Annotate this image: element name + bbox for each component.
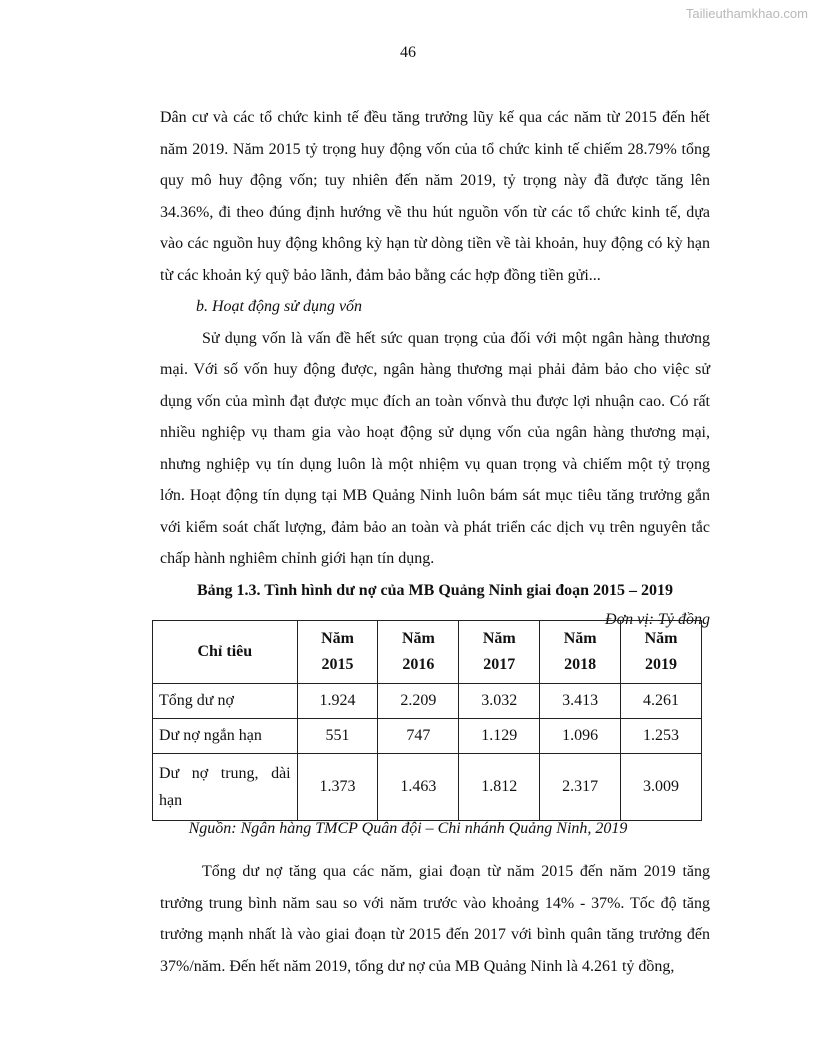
table-cell: 2.209	[378, 684, 459, 719]
table-cell: 1.812	[459, 754, 540, 821]
table-cell: 1.129	[459, 719, 540, 754]
table-title: Bảng 1.3. Tình hình dư nợ của MB Quảng Ninh giai đoạn 2015 – 2019	[196, 581, 674, 599]
table-cell: 551	[297, 719, 378, 754]
table-cell: 1.924	[297, 684, 378, 719]
header-year-2015: Năm 2015	[297, 621, 378, 684]
header-year-2016: Năm 2016	[378, 621, 459, 684]
header-year-2017: Năm 2017	[459, 621, 540, 684]
table-cell: 2.317	[540, 754, 621, 821]
watermark: Tailieuthamkhao.com	[685, 6, 808, 21]
page-number: 46	[400, 44, 416, 61]
table-header-row	[153, 621, 702, 684]
paragraph-1: Dân cư và các tổ chức kinh tế đều tăng trưởng lũy kế qua các năm từ 2015 đến hết năm 2019. Năm 2015 tỷ trọng huy động vốn của tổ chức kinh tế chiếm 28.79% tổng quy mô huy động vốn; tuy nhiên đến năm 2019, tỷ trọng này đã được tăng lên 34.36%, đi theo đúng định hướng về thu hút nguồn vốn từ các tổ chức kinh tế, dựa vào các nguồn huy động không kỳ hạn từ dòng tiền về tài khoản, huy động có kỳ hạn từ các khoản ký quỹ bảo lãnh, đảm bảo bằng các hợp đồng tiền gửi...	[160, 109, 710, 284]
table-source: Nguồn: Ngân hàng TMCP Quân đội – Chi nhánh Quảng Ninh, 2019	[188, 820, 628, 837]
header-year-2019: Năm 2019	[621, 621, 702, 684]
header-label: Chỉ tiêu	[153, 621, 298, 684]
table-cell: 3.032	[459, 684, 540, 719]
row-label: Dư nợ ngắn hạn	[153, 719, 298, 754]
table-unit: Đơn vị: Tỷ đồng	[605, 610, 710, 628]
body-text-bottom	[160, 856, 710, 982]
debt-table	[152, 620, 702, 821]
header-year-2018: Năm 2018	[540, 621, 621, 684]
table-cell: 1.463	[378, 754, 459, 821]
table-cell: 4.261	[621, 684, 702, 719]
table-cell: 3.413	[540, 684, 621, 719]
row-label: Dư nợ trung, dài hạn	[153, 754, 298, 821]
table-cell: 747	[378, 719, 459, 754]
table-row	[153, 754, 702, 821]
paragraph-2: Sử dụng vốn là vấn đề hết sức quan trọng của đối với một ngân hàng thương mại. Với số vốn huy động được, ngân hàng thương mại phải đảm bảo cho việc sử dụng vốn của mình đạt được mục đích an toàn vốnvà thu được lợi nhuận cao. Có rất nhiều nghiệp vụ tham gia vào hoạt động sử dụng vốn của ngân hàng thương mại, nhưng nghiệp vụ tín dụng luôn là một nhiệm vụ quan trọng và chiếm một tỷ trọng lớn. Hoạt động tín dụng tại MB Quảng Ninh luôn bám sát mục tiêu tăng trưởng gắn với kiểm soát chất lượng, đảm bảo an toàn và phát triển các dịch vụ trên nguyên tắc chấp hành nghiêm chỉnh giới hạn tín dụng.	[160, 329, 710, 567]
table-row	[153, 719, 702, 754]
table-cell: 1.373	[297, 754, 378, 821]
paragraph-3: Tổng dư nợ tăng qua các năm, giai đoạn từ năm 2015 đến năm 2019 tăng trưởng trung bình năm sau so với năm trước vào khoảng 14% - 37%. Tốc độ tăng trưởng mạnh nhất là vào giai đoạn từ 2015 đến 2017 với bình quân tăng trưởng đến 37%/năm. Đến hết năm 2019, tổng dư nợ của MB Quảng Ninh là 4.261 tỷ đồng,	[160, 863, 710, 975]
table-cell: 1.253	[621, 719, 702, 754]
section-subheading: b. Hoạt động sử dụng vốn	[196, 298, 363, 315]
row-label: Tổng dư nợ	[153, 684, 298, 719]
table-row	[153, 684, 702, 719]
table-cell: 1.096	[540, 719, 621, 754]
table-cell: 3.009	[621, 754, 702, 821]
body-text-top	[160, 102, 710, 634]
